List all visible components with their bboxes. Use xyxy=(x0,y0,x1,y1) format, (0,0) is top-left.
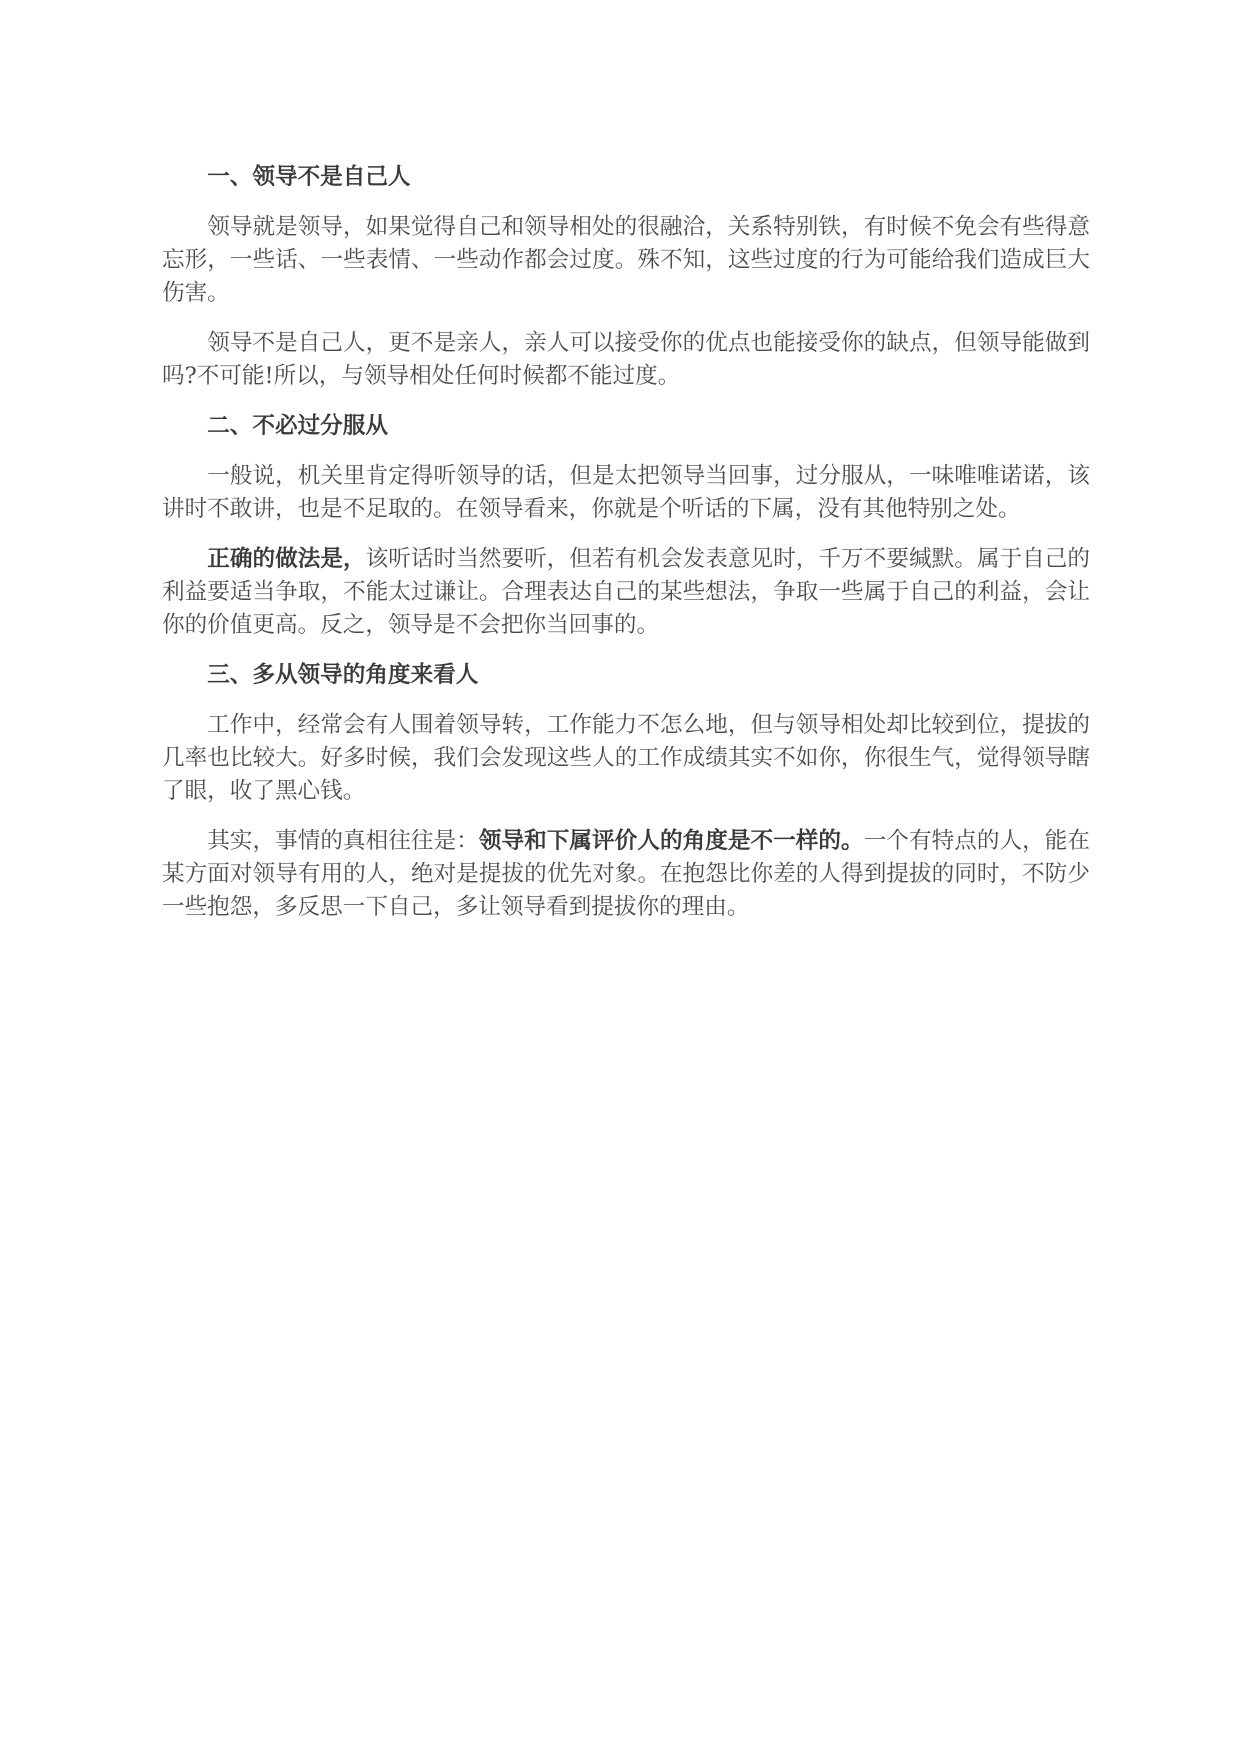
paragraph xyxy=(162,825,1090,924)
bold-lead-text: 正确的做法是， xyxy=(207,546,366,572)
paragraph-text: 其实，事情的真相往往是： xyxy=(207,828,479,854)
paragraph: 一般说，机关里肯定得听领导的话，但是太把领导当回事，过分服从，一味唯唯诺诺，该讲时不敢讲，也是不足取的。在领导看来，你就是个听话的下属，没有其他特别之处。 xyxy=(162,463,1090,522)
bold-emphasis-text: 领导和下属评价人的角度是不一样的。 xyxy=(478,828,864,854)
section-heading-1: 一、领导不是自己人 xyxy=(207,164,411,190)
paragraph: 工作中，经常会有人围着领导转，工作能力不怎么地，但与领导相处却比较到位，提拔的几率也比较大。好多时候，我们会发现这些人的工作成绩其实不如你，你很生气，觉得领导瞎了眼，收了黑心钱。 xyxy=(162,712,1090,804)
paragraph xyxy=(162,543,1090,642)
document-page xyxy=(162,161,1090,941)
paragraph-text: 该听话时当然要听，但若有机会发表意见时，千万不要缄默。属于自己的利益要适当争取，不能太过谦让。合理表达自己的某些想法，争取一些属于自己的利益，会让你的价值更高。反之，领导是不会把你当回事的。 xyxy=(162,546,1091,638)
paragraph-text: 一个有特点的人，能在某方面对领导有用的人，绝对是提拔的优先对象。在抱怨比你差的人得到提拔的同时，不防少一些抱怨，多反思一下自己，多让领导看到提拔你的理由。 xyxy=(162,828,1091,920)
paragraph: 领导不是自己人，更不是亲人，亲人可以接受你的优点也能接受你的缺点，但领导能做到吗?不可能!所以，与领导相处任何时候都不能过度。 xyxy=(162,330,1090,389)
section-heading-3: 三、多从领导的角度来看人 xyxy=(207,662,479,688)
paragraph: 领导就是领导，如果觉得自己和领导相处的很融洽，关系特别铁，有时候不免会有些得意忘形，一些话、一些表情、一些动作都会过度。殊不知，这些过度的行为可能给我们造成巨大伤害。 xyxy=(162,214,1090,306)
section-heading-2: 二、不必过分服从 xyxy=(207,413,388,439)
